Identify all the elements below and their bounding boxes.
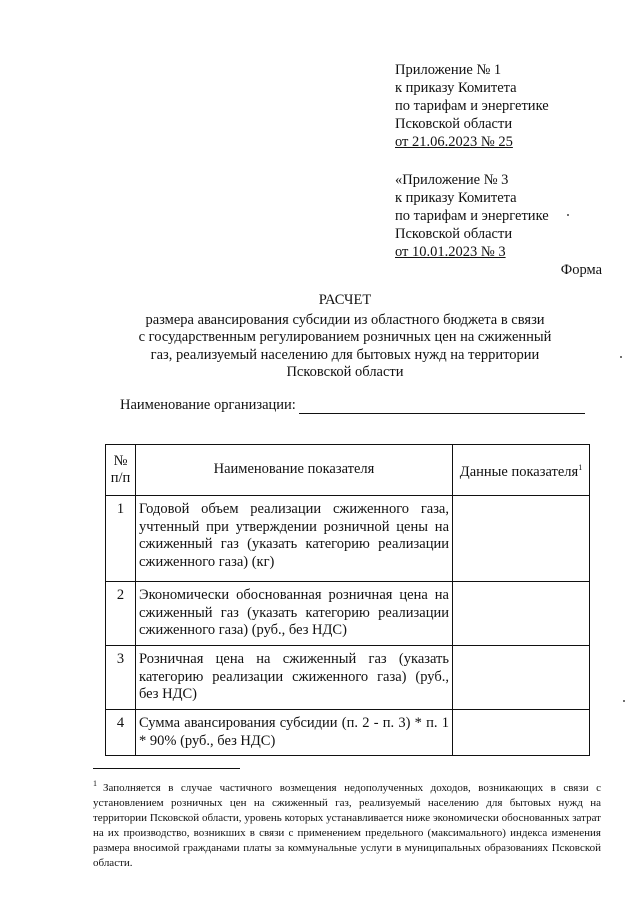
appendix-1-header	[395, 61, 625, 151]
footnote	[93, 776, 601, 871]
title-line-3: газ, реализуемый населению для бытовых нужд на территории	[150, 346, 540, 363]
table-row	[106, 582, 590, 646]
title-line-1: размера авансирования субсидии из областного бюджета в связи	[145, 311, 545, 328]
appendix-3-line2: к приказу Комитета	[395, 190, 517, 206]
appendix-1-line3: по тарифам и энергетике	[395, 98, 549, 114]
organization-field	[120, 397, 585, 414]
row-indicator-value[interactable]	[453, 710, 590, 756]
header-number-line1: №	[113, 453, 128, 469]
appendix-1-line1: Приложение № 1	[395, 62, 502, 78]
footnote-mark: 1	[93, 779, 97, 788]
header-indicator-name: Наименование показателя	[136, 445, 453, 496]
row-number: 1	[106, 496, 136, 582]
footnote-text: Заполняется в случае частичного возмещения недополученных доходов, возникающих в связи с установлением розничных цен на сжиженный газ, реализуемый населению для бытовых нужд на территории Псковской области, уровень которых устанавливается ниже экономически обоснованных затрат на их производство, возникших в связи с применением предельного (максимального) индекса изменения размера вносимой гражданами платы за коммунальные услуги в муниципальных образованиях Псковской области.	[93, 782, 601, 869]
appendix-3-header	[395, 171, 625, 261]
appendix-1-line4: Псковской области	[395, 116, 513, 132]
header-number-line2: п/п	[110, 470, 131, 486]
scan-speck	[623, 700, 625, 702]
scan-speck	[620, 356, 622, 358]
table-header-row	[106, 445, 590, 496]
organization-label: Наименование организации:	[120, 397, 296, 413]
row-number: 4	[106, 710, 136, 756]
row-indicator-name: Сумма авансирования субсидии (п. 2 - п. 3) * п. 1 * 90% (руб., без НДС)	[136, 710, 453, 756]
row-indicator-value[interactable]	[453, 496, 590, 582]
document-title	[100, 292, 590, 382]
appendix-1-date: от 21.06.2023 № 25	[395, 134, 513, 150]
appendix-3-line3: по тарифам и энергетике	[395, 208, 549, 224]
row-indicator-name: Экономически обоснованная розничная цена на сжиженный газ (указать категорию реализации сжиженного газа) (руб., без НДС)	[136, 582, 453, 646]
appendix-1-line2: к приказу Комитета	[395, 80, 517, 96]
form-label: Форма	[560, 262, 602, 278]
appendix-3-line4: Псковской области	[395, 226, 513, 242]
header-number	[106, 445, 136, 496]
title-line-2: с государственным регулированием розничных цен на сжиженный	[138, 329, 552, 345]
title-heading: РАСЧЕТ	[318, 292, 372, 308]
organization-blank-line	[299, 399, 585, 414]
footnote-separator	[93, 768, 240, 769]
row-indicator-value[interactable]	[453, 582, 590, 646]
indicators-table	[105, 444, 590, 756]
table-row	[106, 646, 590, 710]
table-row	[106, 496, 590, 582]
appendix-3-date: от 10.01.2023 № 3	[395, 244, 506, 260]
row-number: 2	[106, 582, 136, 646]
title-line-4: Псковской области	[286, 364, 404, 380]
header-data-footnote-mark: 1	[578, 462, 583, 472]
row-number: 3	[106, 646, 136, 710]
row-indicator-name: Розничная цена на сжиженный газ (указать категорию реализации сжиженного газа) (руб., без НДС)	[136, 646, 453, 710]
scan-speck	[567, 214, 569, 216]
header-indicator-data	[453, 445, 590, 496]
row-indicator-name: Годовой объем реализации сжиженного газа, учтенный при утверждении розничной цены на сжиженный газ (указать категорию реализации сжиженного газа) (кг)	[136, 496, 453, 582]
appendix-3-line1: «Приложение № 3	[395, 172, 509, 188]
table-row	[106, 710, 590, 756]
row-indicator-value[interactable]	[453, 646, 590, 710]
header-data-label: Данные показателя	[459, 463, 579, 480]
